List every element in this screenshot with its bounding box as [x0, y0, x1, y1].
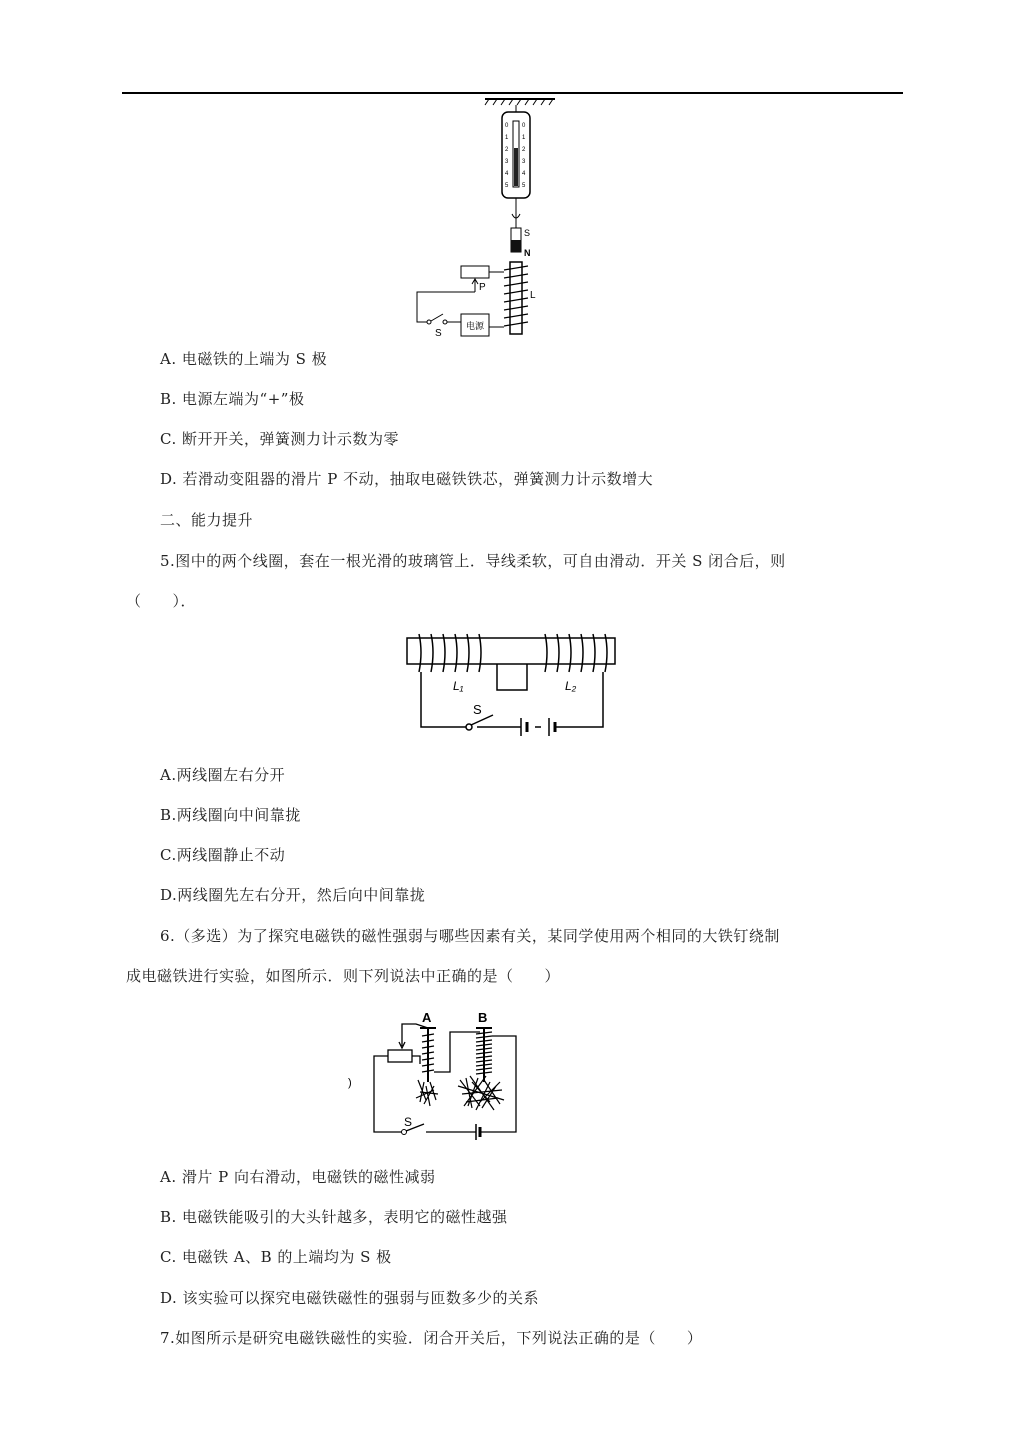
- scale-right-2: 2: [522, 147, 526, 153]
- magnet-s-label: S: [524, 228, 531, 238]
- circuit-wires-3: [374, 1024, 516, 1132]
- switch-s-label: S: [435, 328, 442, 339]
- power-supply: [461, 314, 489, 336]
- coil-l1-label: L₁: [453, 679, 464, 693]
- pins-a: [416, 1080, 438, 1106]
- q4-option-d: D. 若滑动变阻器的滑片 P 不动，抽取电磁铁铁芯，弹簧测力计示数增大: [160, 470, 654, 488]
- q7-stem: 7.如图所示是研究电磁铁磁性的实验．闭合开关后，下列说法正确的是（ ）: [160, 1329, 703, 1347]
- spring-scale: [502, 105, 530, 228]
- q4-option-a: A. 电磁铁的上端为 S 极: [160, 350, 328, 368]
- scale-left-4: 4: [505, 171, 509, 177]
- power-label: 电源: [466, 321, 485, 331]
- q4-option-b: B. 电源左端为“+”极: [160, 390, 305, 408]
- battery-2: [476, 1124, 480, 1140]
- nail-b: [476, 1028, 492, 1082]
- scale-left-5: 5: [505, 183, 509, 189]
- q6-option-b: B. 电磁铁能吸引的大头针越多，表明它的磁性越强: [160, 1208, 508, 1226]
- section-heading: 二、能力提升: [160, 511, 254, 529]
- q4-option-c: C. 断开开关，弹簧测力计示数为零: [160, 430, 399, 448]
- scale-left-3: 3: [505, 159, 509, 165]
- scale-right-1: 1: [522, 135, 526, 141]
- q6-option-a: A. 滑片 P 向右滑动，电磁铁的磁性减弱: [160, 1168, 436, 1186]
- slider-p-label: P: [479, 282, 486, 293]
- coil-l2-label: L₂: [565, 679, 577, 693]
- switch: [427, 314, 447, 339]
- stray-mark: ): [348, 1077, 352, 1089]
- coil-l-label: L: [530, 290, 536, 301]
- q5-stem-line1: 5.图中的两个线圈，套在一根光滑的玻璃管上．导线柔软，可自由滑动．开关 S 闭合后，则: [160, 552, 786, 570]
- scale-right-3: 3: [522, 159, 526, 165]
- scale-left-1: 1: [505, 135, 509, 141]
- switch-2: [466, 702, 493, 730]
- figure-nail-electromagnets: [340, 1006, 530, 1140]
- q6-stem-line1: 6.（多选）为了探究电磁铁的磁性强弱与哪些因素有关，某同学使用两个相同的大铁钉绕制: [160, 927, 780, 945]
- q5-option-b: B.两线圈向中间靠拢: [160, 806, 301, 824]
- figure-spring-scale-circuit: [405, 96, 555, 342]
- scale-left-0: 0: [505, 123, 509, 129]
- pins-b: [458, 1076, 504, 1110]
- nail-a: [420, 1028, 436, 1082]
- switch-s-label-2: S: [473, 702, 482, 717]
- bar-magnet: [511, 228, 531, 258]
- q5-option-a: A.两线圈左右分开: [160, 766, 286, 784]
- electromagnet-coil: [504, 262, 536, 334]
- q5-option-d: D.两线圈先左右分开，然后向中间靠拢: [160, 886, 426, 904]
- scale-right-4: 4: [522, 171, 526, 177]
- battery: [521, 718, 571, 736]
- q6-stem-line2: 成电磁铁进行实验，如图所示．则下列说法中正确的是（ ）: [126, 967, 561, 985]
- q5-stem-line2: （ ）．: [126, 592, 197, 610]
- magnet-n-label: N: [524, 248, 531, 258]
- figure-two-coils: [405, 632, 617, 750]
- nail-a-label: A: [422, 1010, 432, 1025]
- q6-option-c: C. 电磁铁 A、B 的上端均为 S 极: [160, 1248, 392, 1266]
- q6-option-d: D. 该实验可以探究电磁铁磁性的强弱与匝数多少的关系: [160, 1289, 540, 1307]
- switch-3: [402, 1115, 425, 1135]
- nail-b-label: B: [478, 1010, 488, 1025]
- scale-right-5: 5: [522, 183, 526, 189]
- q5-option-c: C.两线圈静止不动: [160, 846, 286, 864]
- header-rule: [122, 92, 903, 94]
- glass-tube: [407, 638, 615, 690]
- scale-right-0: 0: [522, 123, 526, 129]
- scale-left-2: 2: [505, 147, 509, 153]
- switch-s-label-3: S: [404, 1115, 413, 1129]
- rheostat-2: [388, 1030, 412, 1062]
- ceiling: [485, 99, 555, 105]
- rheostat: [461, 266, 504, 293]
